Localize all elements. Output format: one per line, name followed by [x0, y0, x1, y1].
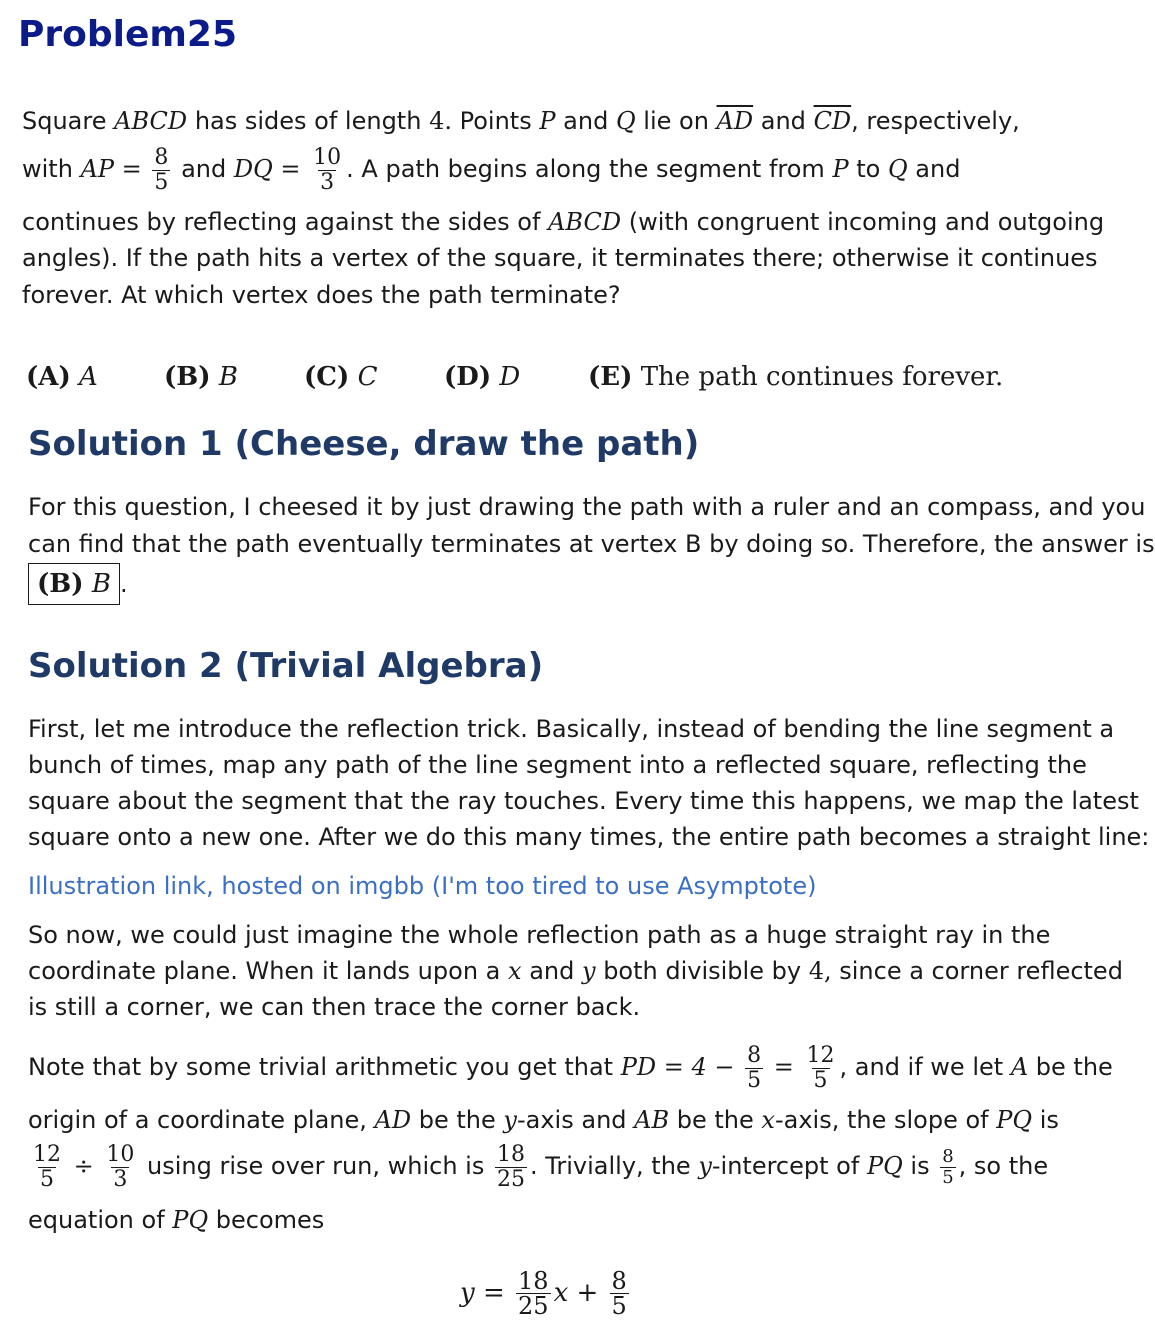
- choice-b: (B) B: [164, 362, 238, 392]
- fraction: $\frac{10}{3}$: [313, 144, 342, 195]
- solution-2-p2-line-1: So now, we could just imagine the whole reflection path as a huge straight ray in the: [28, 921, 1051, 949]
- fraction: $\frac{8}{5}$: [942, 1145, 954, 1188]
- solution-2-p2-line-2: coordinate plane. When it lands upon a x and y both divisible by 4, since a corner reflected: [28, 957, 1123, 985]
- solution-2-line-4: square onto a new one. After we do this many times, the entire path becomes a straight line:: [28, 823, 1150, 851]
- problem-line-2: with AP = $\frac{8}{5}$ and DQ = $\frac{10}{3}$ . A path begins along the segment from P to Q and: [22, 144, 961, 195]
- fraction: $\frac{8}{5}$: [611, 1267, 627, 1320]
- page-title: Problem25: [18, 14, 238, 55]
- solution-2-p3-line-1: Note that by some trivial arithmetic you get that PD = 4 − $\frac{8}{5}$ = $\frac{12}{5}$ , and if we let A be the: [28, 1042, 1113, 1093]
- solution-2-line-1: First, let me introduce the reflection trick. Basically, instead of bending the line segment a: [28, 715, 1115, 743]
- solution-1-heading: Solution 1 (Cheese, draw the path): [28, 424, 700, 464]
- problem-line-4: angles). If the path hits a vertex of the square, it terminates there; otherwise it continues: [22, 244, 1098, 272]
- solution-2-p3-line-3: $\frac{12}{5}$ ÷ $\frac{10}{3}$ using rise over run, which is $\frac{18}{25}$ . Trivially, the y-intercept of PQ is $\frac{8}{5}$ , so the: [33, 1141, 1049, 1192]
- solution-2-p3-line-2: origin of a coordinate plane, AD be the y-axis and AB be the x-axis, the slope of PQ is: [28, 1106, 1059, 1134]
- fraction: $\frac{8}{5}$: [154, 144, 169, 195]
- fraction: $\frac{18}{25}$: [518, 1267, 549, 1320]
- solution-1-line-1: For this question, I cheesed it by just drawing the path with a ruler and an compass, and you: [28, 493, 1146, 521]
- fraction: $\frac{12}{5}$: [33, 1141, 61, 1192]
- solution-2-heading: Solution 2 (Trivial Algebra): [28, 646, 544, 686]
- problem-line-5: forever. At which vertex does the path terminate?: [22, 281, 621, 309]
- choice-d: (D) D: [444, 362, 521, 392]
- choice-e: (E) The path continues forever.: [588, 362, 1004, 392]
- fraction: $\frac{10}{3}$: [106, 1141, 135, 1192]
- solution-1-line-2: can find that the path eventually terminates at vertex B by doing so. Therefore, the answer is: [28, 530, 1155, 558]
- problem-line-1: Square ABCD has sides of length 4. Points P and Q lie on $\overline{AD}$ and $\overline{CD}$, respectively,: [22, 107, 1020, 135]
- answer-box: (B) B .: [28, 563, 128, 605]
- choice-c: (C) C: [304, 362, 378, 392]
- fraction: $\frac{8}{5}$: [747, 1042, 762, 1093]
- solution-2-line-3: square about the segment that the ray touches. Every time this happens, we map the latest: [28, 787, 1139, 815]
- fraction: $\frac{18}{25}$: [496, 1141, 525, 1192]
- display-equation: y = $\frac{18}{25}$ x + $\frac{8}{5}$: [460, 1267, 627, 1320]
- choice-a: (A) A: [26, 362, 98, 392]
- solution-2-p3-line-4: equation of PQ becomes: [28, 1206, 325, 1234]
- problem-line-3: continues by reflecting against the sides of ABCD (with congruent incoming and outgoing: [22, 208, 1105, 236]
- solution-2-line-2: bunch of times, map any path of the line segment into a reflected square, reflecting the: [28, 751, 1087, 779]
- fraction: $\frac{12}{5}$: [806, 1042, 835, 1093]
- solution-2-p2-line-3: is still a corner, we can then trace the corner back.: [28, 993, 641, 1021]
- illustration-link[interactable]: Illustration link, hosted on imgbb (I'm too tired to use Asymptote): [28, 872, 817, 900]
